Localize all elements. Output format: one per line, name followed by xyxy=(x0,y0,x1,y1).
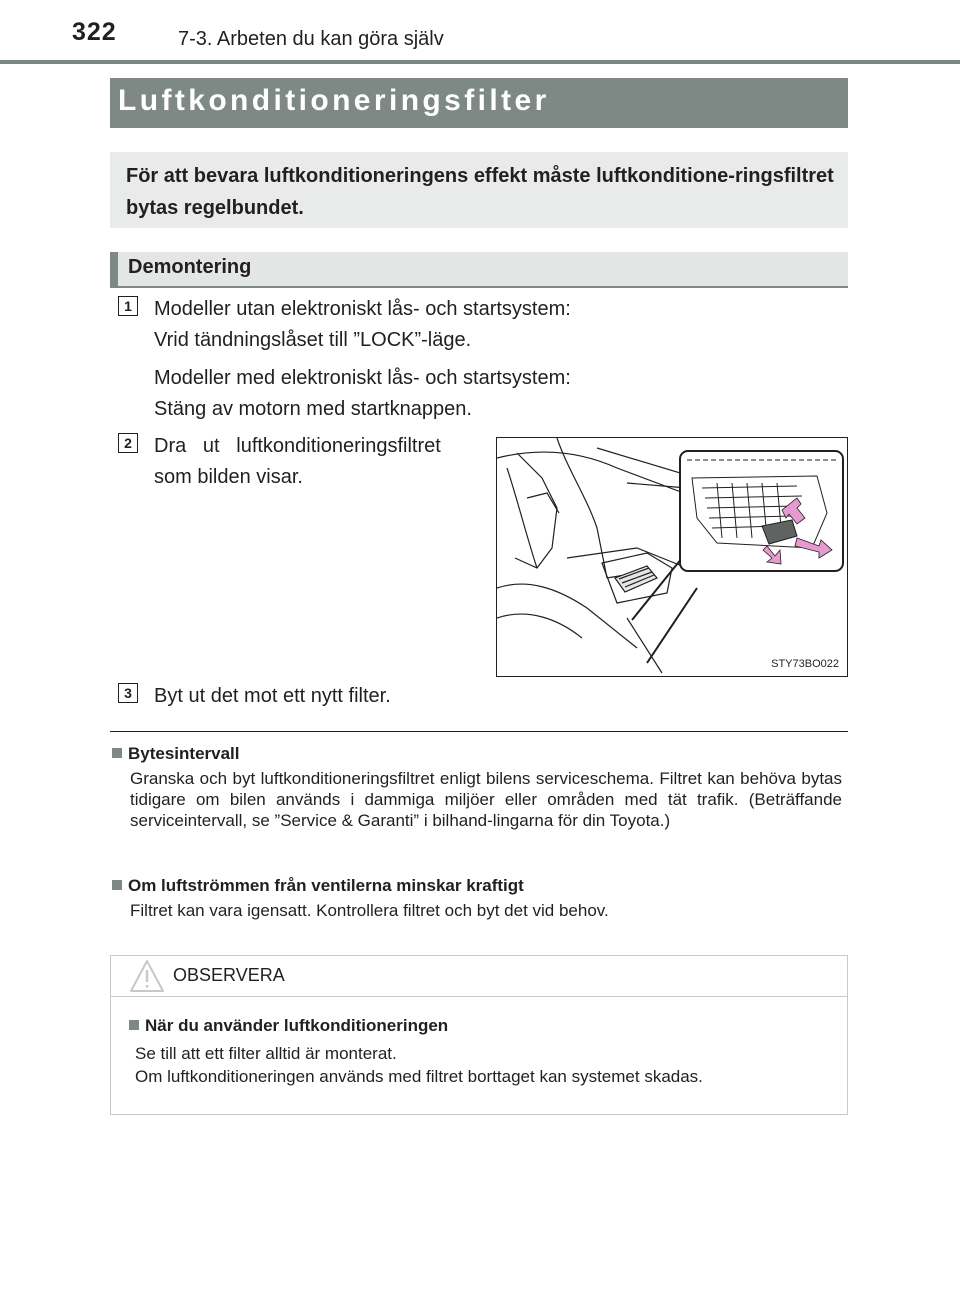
illustration-code: STY73BO022 xyxy=(771,658,839,670)
page-title: Luftkonditioneringsfilter xyxy=(118,84,550,117)
page-number: 322 xyxy=(72,18,117,46)
note-body: Filtret kan vara igensatt. Kontrollera filtret och byt det vid behov. xyxy=(130,901,609,920)
warning-triangle-icon xyxy=(129,959,165,993)
illustration-drawing xyxy=(497,438,847,676)
step-number-1: 1 xyxy=(118,296,138,316)
warning-subheading xyxy=(129,1016,448,1036)
step-1-line-2: Vrid tändningslåset till ”LOCK”-läge. xyxy=(154,329,472,351)
warning-header xyxy=(111,956,847,997)
header-divider xyxy=(0,60,960,64)
title-bar xyxy=(110,78,848,128)
note-bytesintervall xyxy=(112,744,842,831)
step-number-2: 2 xyxy=(118,433,138,453)
section-title: 7-3. Arbeten du kan göra själv xyxy=(178,28,444,50)
note-luftstrommen xyxy=(112,876,842,921)
intro-text: För att bevara luftkonditioneringens effekt måste luftkonditione-ringsfiltret bytas regelbundet. xyxy=(126,165,834,219)
warning-title: OBSERVERA xyxy=(173,965,285,985)
warning-body xyxy=(135,1042,703,1088)
step-2-line-2: som bilden visar. xyxy=(154,466,303,488)
step-1-line-1: Modeller utan elektroniskt lås- och startsystem: xyxy=(154,298,571,320)
subsection-heading xyxy=(110,252,848,288)
step-number-3: 3 xyxy=(118,683,138,703)
subsection-title: Demontering xyxy=(128,256,252,278)
glovebox-filter-illustration xyxy=(496,437,848,677)
warning-box xyxy=(110,955,848,1115)
step-1-line-3: Modeller med elektroniskt lås- och startsystem: xyxy=(154,367,571,389)
step-1-line-4: Stäng av motorn med startknappen. xyxy=(154,398,472,420)
note-heading-text: Bytesintervall xyxy=(128,744,240,763)
warning-line-2: Om luftkonditioneringen används med filtret borttaget kan systemet skadas. xyxy=(135,1067,703,1086)
heading-accent xyxy=(110,252,118,286)
section-divider xyxy=(110,731,848,732)
step-3-line-1: Byt ut det mot ett nytt filter. xyxy=(154,685,391,707)
note-body: Granska och byt luftkonditioneringsfiltret enligt bilens serviceschema. Filtret kan behöva bytas tidigare om bilen används i dammiga miljöer eller områden med tät trafik. (Beträffande serviceintervall, se ”Service & Garanti” i bilhand-lingarna för din Toyota.) xyxy=(130,769,842,830)
note-heading xyxy=(112,744,842,764)
warning-line-1: Se till att ett filter alltid är monterat. xyxy=(135,1044,397,1063)
square-bullet-icon xyxy=(112,880,122,890)
square-bullet-icon xyxy=(129,1020,139,1030)
intro-box xyxy=(110,152,848,228)
warning-subheading-text: När du använder luftkonditioneringen xyxy=(145,1016,449,1035)
note-heading-text: Om luftströmmen från ventilerna minskar kraftigt xyxy=(128,876,524,895)
note-heading xyxy=(112,876,842,896)
square-bullet-icon xyxy=(112,748,122,758)
step-2-line-1: Dra ut luftkonditioneringsfiltret xyxy=(154,435,441,457)
